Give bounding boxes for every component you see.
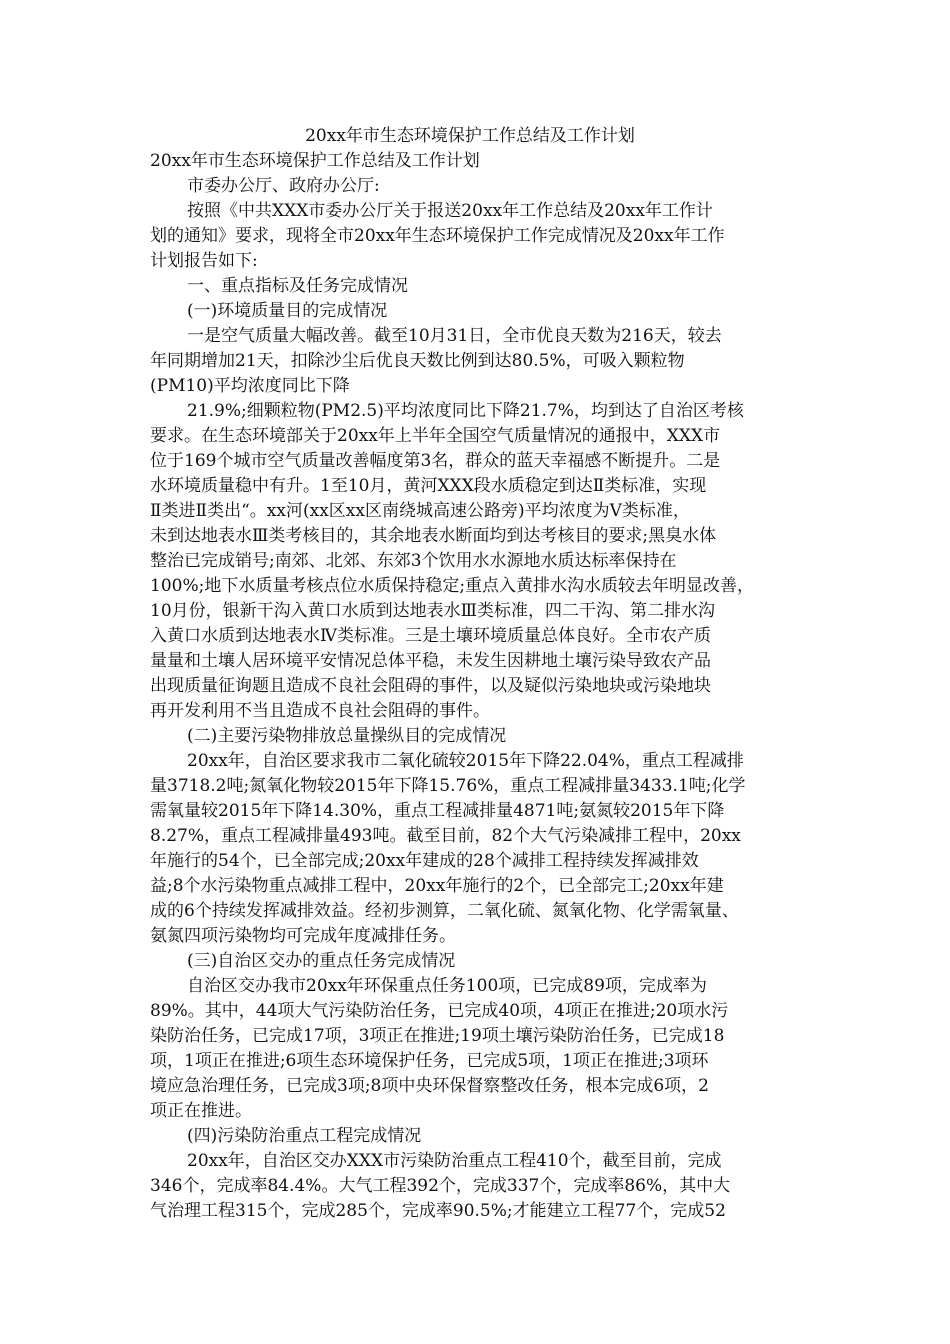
text-line: 计划报告如下: — [150, 251, 258, 271]
text-line: 氨氮四项污染物均可完成年度减排任务。 — [150, 926, 456, 946]
text-line: 按照《中共XXX市委办公厅关于报送20xx年工作总结及20xx年工作计 — [187, 201, 713, 221]
text-line: 346个，完成率84.4%。大气工程392个，完成337个，完成率86%，其中大 — [150, 1176, 731, 1196]
text-line: (PM10)平均浓度同比下降 — [150, 376, 350, 396]
text-line: 水环境质量稳中有升。1至10月，黄河XXX段水质稳定到达Ⅱ类标准，实现 — [150, 476, 707, 496]
text-line: 100%;地下水质量考核点位水质保持稳定;重点入黄排水沟水质较去年明显改善， — [150, 576, 755, 596]
text-line: 项正在推进。 — [150, 1101, 252, 1121]
text-line: (四)污染防治重点工程完成情况 — [187, 1126, 422, 1146]
text-line: 20xx年市生态环境保护工作总结及工作计划 — [150, 151, 480, 171]
text-line: 20xx年，自治区交办XXX市污染防治重点工程410个，截至目前，完成 — [187, 1151, 722, 1171]
text-line: 量量和土壤人居环境平安情况总体平稳，未发生因耕地土壤污染导致农产品 — [150, 651, 711, 671]
text-line: 一是空气质量大幅改善。截至10月31日，全市优良天数为216天，较去 — [187, 326, 722, 346]
text-line: 成的6个持续发挥减排效益。经初步测算，二氧化硫、氮氧化物、化学需氧量、 — [150, 901, 739, 921]
text-line: 未到达地表水Ⅲ类考核目的，其余地表水断面均到达考核目的要求;黑臭水体 — [150, 526, 717, 546]
text-line: 量3718.2吨;氮氧化物较2015年下降15.76%，重点工程减排量3433.1吨;化学 — [150, 776, 746, 796]
text-line: 10月份，银新干沟入黄口水质到达地表水Ⅲ类标准，四二干沟、第二排水沟 — [150, 601, 716, 621]
text-line: 年施行的54个，已全部完成;20xx年建成的28个减排工程持续发挥减排效 — [150, 851, 699, 871]
text-line: 整治已完成销号;南郊、北郊、东郊3个饮用水水源地水质达标率保持在 — [150, 551, 677, 571]
text-line: 出现质量征询题且造成不良社会阻碍的事件，以及疑似污染地块或污染地块 — [150, 676, 711, 696]
document-body — [150, 124, 812, 1224]
text-line: 自治区交办我市20xx年环保重点任务100项，已完成89项，完成率为 — [187, 976, 707, 996]
text-line: (一)环境质量目的完成情况 — [187, 301, 388, 321]
text-line: 一、重点指标及任务完成情况 — [187, 276, 408, 296]
text-line: 89%。其中，44项大气污染防治任务，已完成40项，4项正在推进;20项水污 — [150, 1001, 729, 1021]
text-line: 8.27%，重点工程减排量493吨。截至目前，82个大气污染减排工程中，20xx — [150, 826, 741, 846]
text-line: 染防治任务，已完成17项，3项正在推进;19项土壤污染防治任务，已完成18 — [150, 1026, 725, 1046]
text-line: 入黄口水质到达地表水Ⅳ类标准。三是土壤环境质量总体良好。全市农产质 — [150, 626, 711, 646]
text-line: 气治理工程315个，完成285个，完成率90.5%;才能建立工程77个，完成52 — [150, 1201, 726, 1221]
text-line: 20xx年，自治区要求我市二氧化硫较2015年下降22.04%，重点工程减排 — [187, 751, 744, 771]
text-line: (三)自治区交办的重点任务完成情况 — [187, 951, 456, 971]
text-line: 益;8个水污染物重点减排工程中，20xx年施行的2个，已全部完工;20xx年建 — [150, 876, 724, 896]
text-line: 需氧量较2015年下降14.30%，重点工程减排量4871吨;氨氮较2015年下降 — [150, 801, 725, 821]
text-line: Ⅱ类进Ⅱ类出“。xx河(xx区xx区南绕城高速公路旁)平均浓度为Ⅴ类标准， — [150, 501, 690, 521]
text-line: 市委办公厅、政府办公厅: — [187, 176, 380, 196]
text-line: 位于169个城市空气质量改善幅度第3名，群众的蓝天幸福感不断提升。二是 — [150, 451, 721, 471]
text-line: 要求。在生态环境部关于20xx年上半年全国空气质量情况的通报中，XXX市 — [150, 426, 721, 446]
text-line: 划的通知》要求，现将全市20xx年生态环境保护工作完成情况及20xx年工作 — [150, 226, 725, 246]
text-line: 年同期增加21天，扣除沙尘后优良天数比例到达80.5%，可吸入颗粒物 — [150, 351, 685, 371]
text-line: 再开发利用不当且造成不良社会阻碍的事件。 — [150, 701, 490, 721]
document-title: 20xx年市生态环境保护工作总结及工作计划 — [305, 126, 635, 146]
text-line: 项，1项正在推进;6项生态环境保护任务，已完成5项，1项正在推进;3项环 — [150, 1051, 709, 1071]
text-line: 21.9%;细颗粒物(PM2.5)平均浓度同比下降21.7%，均到达了自治区考核 — [187, 401, 744, 421]
text-line: (二)主要污染物排放总量操纵目的完成情况 — [187, 726, 507, 746]
text-line: 境应急治理任务，已完成3项;8项中央环保督察整改任务，根本完成6项，2 — [150, 1076, 709, 1096]
